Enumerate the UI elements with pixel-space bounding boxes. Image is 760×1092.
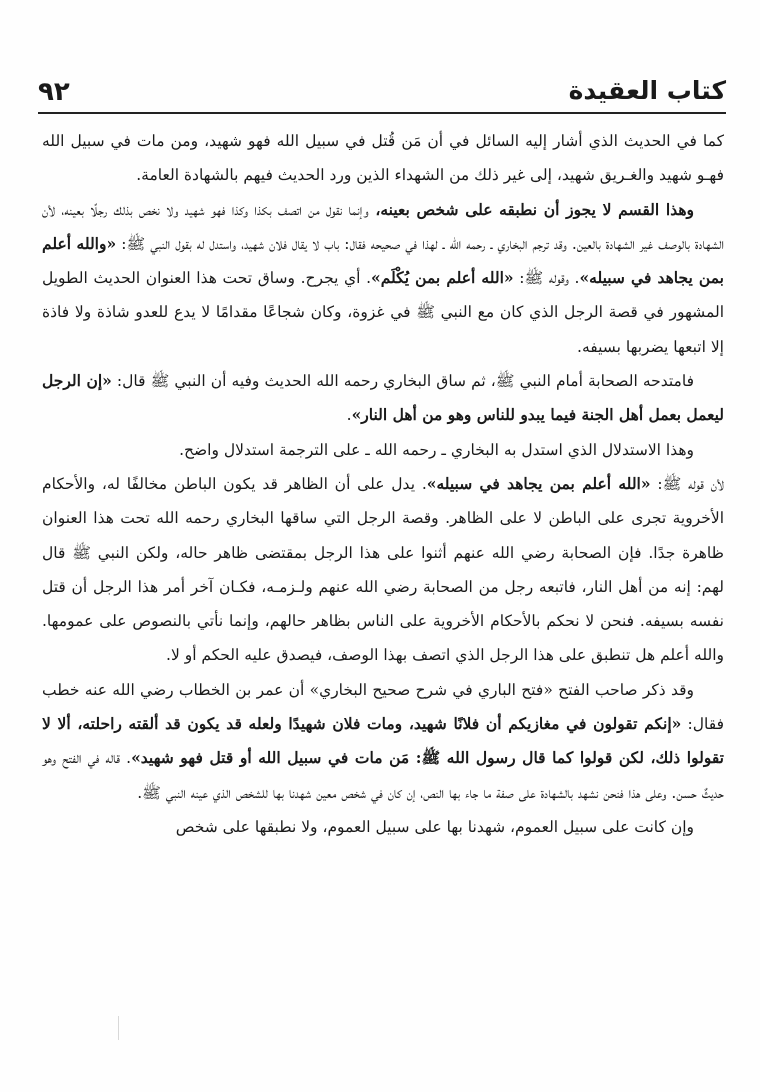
page-header — [38, 74, 726, 114]
paragraph — [42, 124, 724, 193]
text-run: . قاله في الفتح وهو حديثٌ حسن. وعلى هذا فنحن نشهد بالشهادة على صفة ما جاء بها النص، إن كان في شخص معين شهدنا بها للشخص الذي عينه النبي ﷺ. — [42, 749, 724, 802]
text-run: وإن كانت على سبيل العموم، شهدنا بها على سبيل العموم، ولا نطبقها على شخص — [175, 817, 694, 836]
text-run: . يدل على أن الظاهر قد يكون الباطن مخالفًا له، والأحكام الأخروية تجرى على الباطن لا على الظاهر. وقصة الرجل التي ساقها البخاري رحمه الله تحت هذا العنوان ظاهرة جدًا. فإن الصحابة رضي الله عنهم أثنوا على هذا الرجل بمقتضى ظاهر حاله، ولكن النبي ﷺ قال لهم: إنه من أهل النار، فاتبعه رجل من الصحابة رضي الله عنهم ولـزمـه، فكـان آخر أمر هذا الرجل أن قتل نفسه بسيفه. فنحن لا نحكم بالأحكام الأخروية على الناس بظاهر حالهم، وإنما نأتي بالنصوص على عمومها. والله أعلم هل تنطبق على هذا الرجل الذي اتصف بهذا الوصف، فيصدق عليه الحكم أو لا. — [42, 474, 724, 665]
paragraph — [42, 673, 724, 810]
text-run: . وقوله ﷺ: — [513, 269, 580, 288]
text-run: وهذا الاستدلال الذي استدل به البخاري ـ رحمه الله ـ على الترجمة استدلال واضح. — [179, 440, 694, 459]
text-run: . أي يجرح. وساق تحت هذا العنوان الحديث الطويل المشهور في قصة الرجل الذي كان مع النبي ﷺ في غزوة، وكان شجاعًا مقدامًا لا يدع للعدو شاذة ولا فاذة إلا اتبعها يضربها بسيفه. — [42, 269, 724, 356]
text-run: . — [346, 406, 352, 425]
body-text — [42, 124, 724, 844]
paragraph — [42, 364, 724, 433]
page-number: ٩٢ — [38, 77, 70, 107]
paragraph — [42, 810, 724, 844]
header-divider — [38, 112, 726, 114]
text-run: كما في الحديث الذي أشار إليه السائل في أن مَن قُتل في سبيل الله فهو شهيد، ومن مات في سبيل الله فهـو شهيد والغـريق شهيد، إلى غير ذلك من الشهداء الذين ورد الحديث فيهم بالشهادة العامة. — [42, 132, 724, 185]
paragraph — [42, 467, 724, 673]
text-run: وإنما نقول من اتصف بكذا وكذا فهو شهيد ولا نخص بذلك رجلًا بعينه، لأن الشهادة بالوصف غير الشهادة بالعين. وقد ترجم البخاري ـ رحمه الله ـ لهذا في صحيحه فقال: باب لا يقال فلان شهيد، واستدل له بقول النبي ﷺ: — [42, 200, 724, 253]
running-title: كتاب العقيدة — [568, 76, 726, 105]
text-run: لأن قوله ﷺ: — [650, 474, 724, 493]
scan-artifact-line — [118, 1016, 119, 1040]
bold-text-run: وهذا القسم لا يجوز أن نطبقه على شخص بعينه، — [368, 199, 694, 219]
bold-text-run: «الله أعلم بمن يُكْلَم» — [371, 268, 514, 288]
paragraph — [42, 193, 724, 364]
bold-text-run: «إن الرجل ليعمل بعمل أهل الجنة فيما يبدو للناس وهو من أهل النار» — [42, 371, 724, 425]
bold-text-run: «الله أعلم بمن يجاهد في سبيله» — [426, 473, 651, 493]
bold-text-run: «والله أعلم بمن يجاهد في سبيله» — [42, 233, 724, 288]
text-run: وقد ذكر صاحب الفتح «فتح الباري في شرح صحيح البخاري» أن عمر بن الخطاب رضي الله عنه خطب فقال: — [42, 680, 724, 734]
bold-text-run: «إنكم تقولون في مغازيكم أن فلانًا شهيد، ومات فلان شهيدًا ولعله قد يكون قد ألقته راحلته، ألا لا تقولوا ذلك، لكن قولوا كما قال رسول الله ﷺ: مَن مات في سبيل الله أو قتل فهو شهيد» — [42, 714, 724, 768]
text-run: فامتدحه الصحابة أمام النبي ﷺ، ثم ساق البخاري رحمه الله الحديث وفيه أن النبي ﷺ قال: — [111, 372, 694, 391]
paragraph — [42, 433, 724, 467]
